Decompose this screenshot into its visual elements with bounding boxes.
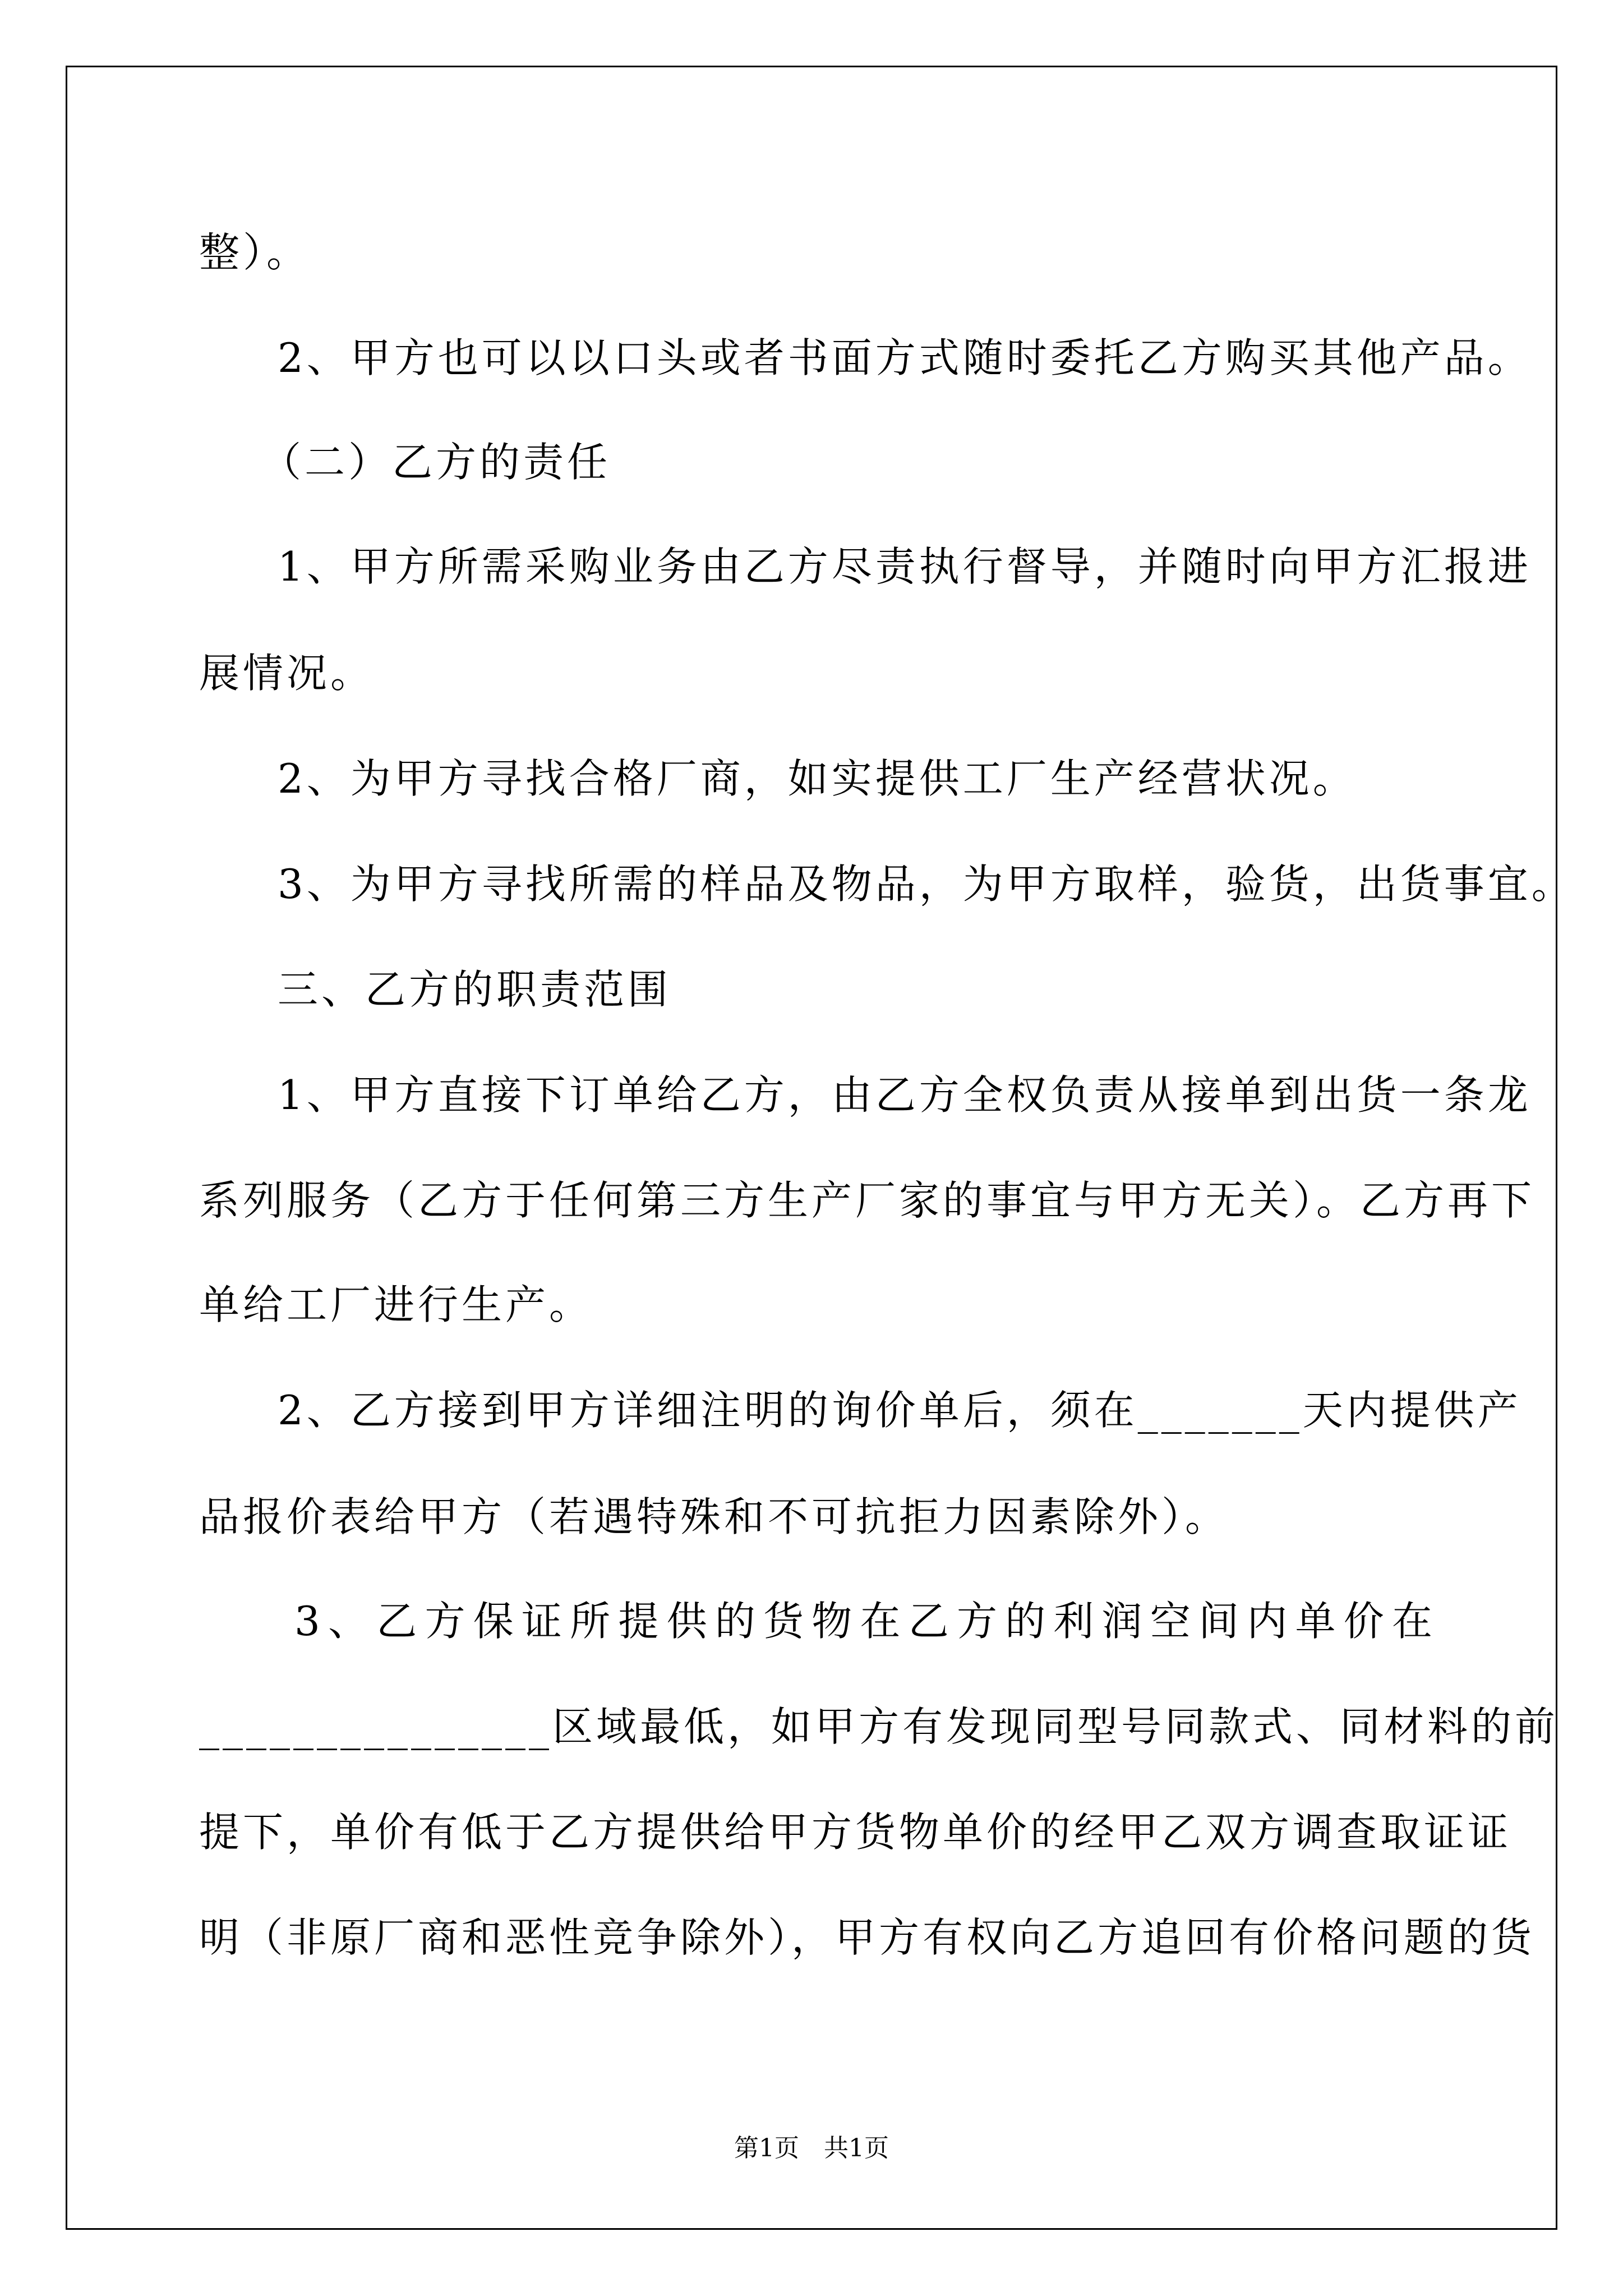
text-line: 单给工厂进行生产。 [199,1281,593,1328]
page-border [66,66,1557,2230]
text-line: 提下，单价有低于乙方提供给甲方货物单价的经甲乙双方调查取证证 [199,1809,1512,1856]
text-line: _______________区域最低，如甲方有发现同型号同款式、同材料的前 [199,1703,1559,1750]
text-line: （二）乙方的责任 [261,439,611,486]
text-line: 系列服务（乙方于任何第三方生产厂家的事宜与甲方无关）。乙方再下 [199,1177,1536,1224]
text-line: 3、为甲方寻找所需的样品及物品，为甲方取样，验货，出货事宜。 [278,861,1575,908]
text-line: 1、甲方所需采购业务由乙方尽责执行督导，并随时向甲方汇报进 [278,543,1532,590]
text-line: 三、乙方的职责范围 [278,966,672,1013]
text-line: 整）。 [199,229,311,276]
text-line: 展情况。 [199,650,375,697]
text-line: 2、为甲方寻找合格厂商，如实提供工厂生产经营状况。 [278,755,1357,802]
text-line: 2、乙方接到甲方详细注明的询价单后，须在_______天内提供产 [278,1387,1521,1434]
text-line: 明（非原厂商和恶性竞争除外），甲方有权向乙方追回有价格问题的货 [199,1914,1536,1961]
text-line: 1、甲方直接下订单给乙方，由乙方全权负责从接单到出货一条龙 [278,1071,1532,1119]
text-line: 3、乙方保证所提供的货物在乙方的利润空间内单价在 [294,1598,1436,1645]
text-line: 品报价表给甲方（若遇特殊和不可抗拒力因素除外）。 [199,1493,1229,1540]
page-footer: 第1页 共1页 [734,2134,889,2162]
text-line: 2、甲方也可以以口头或者书面方式随时委托乙方购买其他产品。 [278,334,1532,381]
